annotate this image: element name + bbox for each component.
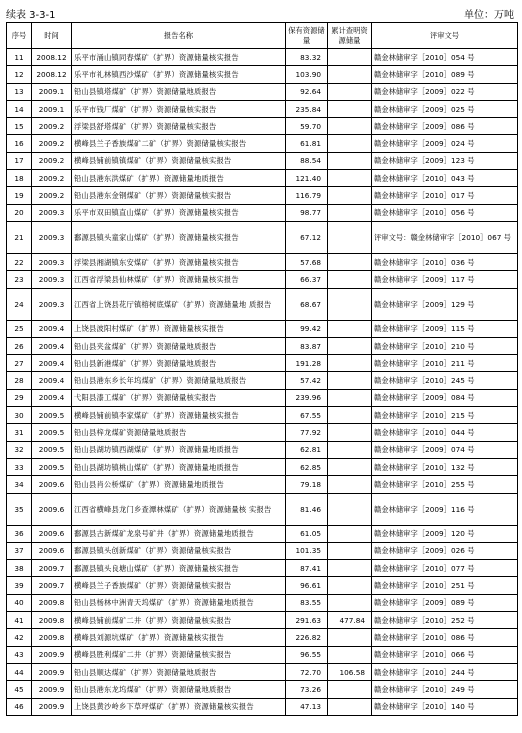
table-row (7, 372, 518, 389)
cell-report-name: 江西省浮梁县仙林煤矿（扩界）资源储量核实报告 (72, 271, 286, 288)
cell-reserves: 83.32 (286, 49, 328, 66)
cell-no: 33 (7, 458, 32, 475)
cell-doc-number: 赣金林储审字［2010］245 号 (372, 372, 518, 389)
cell-doc-number: 赣金林储审字［2010］252 号 (372, 612, 518, 629)
cell-no: 27 (7, 355, 32, 372)
cell-reserves: 61.05 (286, 525, 328, 542)
cell-accum (328, 560, 372, 577)
cell-time: 2009.2 (32, 170, 72, 187)
cell-accum (328, 493, 372, 525)
cell-reserves: 99.42 (286, 320, 328, 337)
table-row (7, 152, 518, 169)
cell-no: 40 (7, 594, 32, 611)
table-row (7, 577, 518, 594)
cell-time: 2009.4 (32, 389, 72, 406)
cell-reserves: 83.87 (286, 337, 328, 354)
cell-report-name: 铅山县湖坊镇桃山煤矿（扩界）资源储量地质报告 (72, 458, 286, 475)
cell-no: 41 (7, 612, 32, 629)
cell-time: 2009.8 (32, 612, 72, 629)
cell-doc-number: 赣金林储审字［2009］129 号 (372, 288, 518, 320)
table-row (7, 135, 518, 152)
table-row (7, 698, 518, 715)
cell-doc-number: 赣金林储审字［2009］022 号 (372, 83, 518, 100)
cell-no: 18 (7, 170, 32, 187)
cell-accum (328, 152, 372, 169)
cell-time: 2009.8 (32, 594, 72, 611)
cell-time: 2009.5 (32, 424, 72, 441)
cell-doc-number: 赣金林储审字［2010］036 号 (372, 253, 518, 270)
cell-doc-number: 赣金林储审字［2009］086 号 (372, 118, 518, 135)
cell-doc-number: 评审文号：赣金林储审字［2010］067 号 (372, 221, 518, 253)
cell-doc-number: 赣金林储审字［2010］017 号 (372, 187, 518, 204)
cell-no: 32 (7, 441, 32, 458)
cell-time: 2009.4 (32, 337, 72, 354)
cell-accum (328, 118, 372, 135)
cell-doc-number: 赣金林储审字［2009］084 号 (372, 389, 518, 406)
cell-reserves: 79.18 (286, 476, 328, 493)
cell-accum (328, 542, 372, 559)
cell-accum (328, 594, 372, 611)
cell-no: 38 (7, 560, 32, 577)
cell-accum (328, 441, 372, 458)
cell-time: 2009.5 (32, 407, 72, 424)
cell-report-name: 浮梁县湘湖镇东安煤矿（扩界）资源储量核实报告 (72, 253, 286, 270)
cell-no: 13 (7, 83, 32, 100)
cell-time: 2009.2 (32, 187, 72, 204)
cell-no: 42 (7, 629, 32, 646)
cell-report-name: 上饶县黄沙岭乡下草坪煤矿（扩界）资源储量核实报告 (72, 698, 286, 715)
cell-doc-number: 赣金林储审字［2009］123 号 (372, 152, 518, 169)
cell-accum (328, 372, 372, 389)
cell-doc-number: 赣金林储审字［2010］132 号 (372, 458, 518, 475)
cell-doc-number: 赣金林储审字［2009］115 号 (372, 320, 518, 337)
cell-doc-number: 赣金林储审字［2009］025 号 (372, 100, 518, 117)
cell-accum (328, 407, 372, 424)
table-row (7, 337, 518, 354)
cell-time: 2009.3 (32, 204, 72, 221)
cell-time: 2009.6 (32, 493, 72, 525)
cell-time: 2009.6 (32, 476, 72, 493)
cell-doc-number: 赣金林储审字［2009］026 号 (372, 542, 518, 559)
cell-doc-number: 赣金林储审字［2010］077 号 (372, 560, 518, 577)
cell-report-name: 乐平市礼林镇西沙煤矿（扩界）资源储量核实报告 (72, 66, 286, 83)
cell-time: 2009.2 (32, 152, 72, 169)
cell-report-name: 鄱源县镇头创新煤矿（扩界）资源储量核实报告 (72, 542, 286, 559)
cell-reserves: 61.81 (286, 135, 328, 152)
cell-reserves: 59.70 (286, 118, 328, 135)
table-body (7, 49, 518, 716)
table-row (7, 458, 518, 475)
cell-report-name: 鄱源县古新煤矿龙泉号矿井（扩界）资源储量地质报告 (72, 525, 286, 542)
cell-report-name: 铅山县新港煤矿（扩界）资源储量地质报告 (72, 355, 286, 372)
cell-reserves: 72.70 (286, 663, 328, 680)
table-row (7, 253, 518, 270)
cell-time: 2008.12 (32, 66, 72, 83)
cell-accum (328, 320, 372, 337)
table-row (7, 663, 518, 680)
table-row (7, 441, 518, 458)
cell-accum (328, 389, 372, 406)
cell-accum: 477.84 (328, 612, 372, 629)
cell-report-name: 横峰县铺前镇镇煤矿（扩界）资源储量核实报告 (72, 152, 286, 169)
cell-reserves: 291.63 (286, 612, 328, 629)
cell-report-name: 乐平市涌山镇同春煤矿（扩界）资源储量核实报告 (72, 49, 286, 66)
cell-reserves: 62.85 (286, 458, 328, 475)
table-row (7, 49, 518, 66)
cell-doc-number: 赣金林储审字［2009］089 号 (372, 594, 518, 611)
table-row (7, 560, 518, 577)
cell-reserves: 73.26 (286, 681, 328, 698)
cell-time: 2009.4 (32, 320, 72, 337)
cell-reserves: 88.54 (286, 152, 328, 169)
cell-time: 2009.7 (32, 577, 72, 594)
cell-doc-number: 赣金林储审字［2010］066 号 (372, 646, 518, 663)
cell-no: 22 (7, 253, 32, 270)
cell-time: 2009.6 (32, 525, 72, 542)
cell-no: 26 (7, 337, 32, 354)
cell-doc-number: 赣金林储审字［2010］244 号 (372, 663, 518, 680)
cell-doc-number: 赣金林储审字［2010］054 号 (372, 49, 518, 66)
cell-time: 2009.5 (32, 458, 72, 475)
cell-time: 2009.7 (32, 560, 72, 577)
cell-report-name: 铅山县湖坊镇西湖煤矿（扩界）资源储量地质报告 (72, 441, 286, 458)
cell-no: 11 (7, 49, 32, 66)
cell-doc-number: 赣金林储审字［2010］043 号 (372, 170, 518, 187)
cell-no: 16 (7, 135, 32, 152)
cell-reserves: 57.68 (286, 253, 328, 270)
cell-accum (328, 253, 372, 270)
table-row (7, 118, 518, 135)
cell-time: 2009.3 (32, 253, 72, 270)
cell-time: 2009.9 (32, 698, 72, 715)
cell-accum (328, 135, 372, 152)
cell-no: 21 (7, 221, 32, 253)
cell-report-name: 浮梁县舒塔煤矿（扩界）资源储量核实报告 (72, 118, 286, 135)
cell-no: 25 (7, 320, 32, 337)
cell-no: 30 (7, 407, 32, 424)
cell-reserves: 226.82 (286, 629, 328, 646)
cell-reserves: 121.40 (286, 170, 328, 187)
cell-reserves: 92.64 (286, 83, 328, 100)
cell-reserves: 67.12 (286, 221, 328, 253)
cell-no: 39 (7, 577, 32, 594)
table-row (7, 681, 518, 698)
table-row (7, 389, 518, 406)
cell-doc-number: 赣金林储审字［2010］140 号 (372, 698, 518, 715)
table-row (7, 424, 518, 441)
table-row (7, 83, 518, 100)
cell-reserves: 239.96 (286, 389, 328, 406)
cell-no: 43 (7, 646, 32, 663)
cell-no: 15 (7, 118, 32, 135)
table-row (7, 493, 518, 525)
cell-doc-number: 赣金林储审字［2010］210 号 (372, 337, 518, 354)
cell-reserves: 103.90 (286, 66, 328, 83)
header-time: 时间 (32, 23, 72, 49)
table-row (7, 407, 518, 424)
cell-time: 2009.3 (32, 288, 72, 320)
cell-time: 2009.3 (32, 221, 72, 253)
cell-no: 36 (7, 525, 32, 542)
cell-reserves: 77.92 (286, 424, 328, 441)
cell-report-name: 横峰县铺前煤矿二井（扩界）资源储量核实报告 (72, 612, 286, 629)
cell-time: 2009.9 (32, 646, 72, 663)
cell-reserves: 83.55 (286, 594, 328, 611)
cell-reserves: 62.81 (286, 441, 328, 458)
table-row (7, 170, 518, 187)
cell-accum (328, 271, 372, 288)
cell-no: 17 (7, 152, 32, 169)
cell-no: 24 (7, 288, 32, 320)
cell-report-name: 弋阳县漆工煤矿（扩界）资源储量核实报告 (72, 389, 286, 406)
cell-report-name: 鄱源县镇头良塘山煤矿（扩界）资源储量核实报告 (72, 560, 286, 577)
cell-report-name: 铅山县夹盆煤矿（扩界）资源储量地质报告 (72, 337, 286, 354)
cell-time: 2009.3 (32, 271, 72, 288)
cell-reserves: 68.67 (286, 288, 328, 320)
cell-report-name: 铅山县顺达煤矿（扩界）资源储量地质报告 (72, 663, 286, 680)
cell-time: 2009.1 (32, 83, 72, 100)
cell-report-name: 乐平市钱厂煤矿（扩界）资源储量核实报告 (72, 100, 286, 117)
header-reserves: 保有资源储量 (286, 23, 328, 49)
cell-no: 29 (7, 389, 32, 406)
cell-time: 2009.5 (32, 441, 72, 458)
cell-accum (328, 646, 372, 663)
cell-accum (328, 355, 372, 372)
cell-reserves: 96.61 (286, 577, 328, 594)
cell-report-name: 乐平市双田镇直山煤矿（扩界）资源储量核实报告 (72, 204, 286, 221)
table-header-row (7, 23, 518, 49)
cell-accum (328, 577, 372, 594)
cell-reserves: 47.13 (286, 698, 328, 715)
table-row (7, 476, 518, 493)
cell-report-name: 铅山县港东龙坞煤矿（扩界）资源储量地质报告 (72, 681, 286, 698)
cell-accum (328, 66, 372, 83)
table-row (7, 271, 518, 288)
cell-doc-number: 赣金林储审字［2009］117 号 (372, 271, 518, 288)
cell-no: 44 (7, 663, 32, 680)
cell-no: 35 (7, 493, 32, 525)
cell-time: 2008.12 (32, 49, 72, 66)
table-row (7, 320, 518, 337)
table-row (7, 525, 518, 542)
cell-no: 28 (7, 372, 32, 389)
cell-reserves: 81.46 (286, 493, 328, 525)
unit-label: 单位：万吨 (464, 10, 514, 21)
header-no: 序号 (7, 23, 32, 49)
cell-accum (328, 288, 372, 320)
cell-no: 12 (7, 66, 32, 83)
cell-doc-number: 赣金林储审字［2010］215 号 (372, 407, 518, 424)
cell-accum: 106.58 (328, 663, 372, 680)
cell-doc-number: 赣金林储审字［2010］249 号 (372, 681, 518, 698)
cell-report-name: 铅山县镇塔煤矿（扩界）资源储量地质报告 (72, 83, 286, 100)
cell-reserves: 116.79 (286, 187, 328, 204)
table-row (7, 221, 518, 253)
cell-accum (328, 458, 372, 475)
cell-doc-number: 赣金林储审字［2009］024 号 (372, 135, 518, 152)
cell-accum (328, 221, 372, 253)
cell-accum (328, 629, 372, 646)
cell-time: 2009.4 (32, 355, 72, 372)
cell-accum (328, 476, 372, 493)
cell-report-name: 横峰县胜利煤矿二井（扩界）资源储量核实报告 (72, 646, 286, 663)
cell-no: 14 (7, 100, 32, 117)
cell-accum (328, 100, 372, 117)
table-row (7, 629, 518, 646)
cell-reserves: 96.55 (286, 646, 328, 663)
cell-no: 19 (7, 187, 32, 204)
cell-accum (328, 170, 372, 187)
cell-no: 45 (7, 681, 32, 698)
cell-reserves: 87.41 (286, 560, 328, 577)
cell-accum (328, 525, 372, 542)
cell-reserves: 101.35 (286, 542, 328, 559)
cell-no: 37 (7, 542, 32, 559)
header-accum: 累计查明资源储量 (328, 23, 372, 49)
cell-accum (328, 83, 372, 100)
cell-doc-number: 赣金林储审字［2010］255 号 (372, 476, 518, 493)
cell-report-name: 横峰县兰子香族煤矿二矿（扩界）资源储量核实报告 (72, 135, 286, 152)
cell-accum (328, 204, 372, 221)
cell-time: 2009.9 (32, 681, 72, 698)
cell-doc-number: 赣金林储审字［2009］074 号 (372, 441, 518, 458)
table-row (7, 355, 518, 372)
cell-report-name: 铅山县肖公桥煤矿（扩界）资源储量地质报告 (72, 476, 286, 493)
cell-accum (328, 187, 372, 204)
cell-accum (328, 424, 372, 441)
cell-time: 2009.1 (32, 100, 72, 117)
cell-report-name: 横峰县刘源坑煤矿（扩界）资源储量核实报告 (72, 629, 286, 646)
cell-time: 2009.2 (32, 135, 72, 152)
table-row (7, 646, 518, 663)
cell-no: 46 (7, 698, 32, 715)
table-caption: 续表 3-3-1 (6, 10, 56, 21)
cell-accum (328, 698, 372, 715)
cell-doc-number: 赣金林储审字［2009］116 号 (372, 493, 518, 525)
cell-report-name: 铅山县港东金钢煤矿（扩界）资源储量核实报告 (72, 187, 286, 204)
table-row (7, 204, 518, 221)
cell-reserves: 66.37 (286, 271, 328, 288)
header-name: 报告名称 (72, 23, 286, 49)
cell-report-name: 铅山县杨林中洲青天坞煤矿（扩界）资源储量地质报告 (72, 594, 286, 611)
cell-report-name: 鄱源县镇头童家山煤矿（扩界）资源储量核实报告 (72, 221, 286, 253)
cell-accum (328, 337, 372, 354)
cell-report-name: 铅山县港东乡长年坞煤矿（扩界）资源储量地质报告 (72, 372, 286, 389)
cell-time: 2009.4 (32, 372, 72, 389)
table-row (7, 187, 518, 204)
cell-report-name: 江西省上饶县花厅镇榕树底煤矿（扩界）资源储量地 质报告 (72, 288, 286, 320)
cell-doc-number: 赣金林储审字［2010］089 号 (372, 66, 518, 83)
cell-no: 23 (7, 271, 32, 288)
table-row (7, 542, 518, 559)
cell-time: 2009.9 (32, 663, 72, 680)
cell-reserves: 98.77 (286, 204, 328, 221)
header-doc: 评审文号 (372, 23, 518, 49)
cell-time: 2009.8 (32, 629, 72, 646)
cell-accum (328, 49, 372, 66)
cell-report-name: 铅山县港东洪煤矿（扩界）资源储量地质报告 (72, 170, 286, 187)
cell-no: 31 (7, 424, 32, 441)
table-row (7, 594, 518, 611)
cell-report-name: 上饶县波阳村煤矿（扩界）资源储量核实报告 (72, 320, 286, 337)
cell-doc-number: 赣金林储审字［2010］211 号 (372, 355, 518, 372)
table-row (7, 66, 518, 83)
cell-reserves: 235.84 (286, 100, 328, 117)
cell-doc-number: 赣金林储审字［2009］120 号 (372, 525, 518, 542)
cell-doc-number: 赣金林储审字［2010］086 号 (372, 629, 518, 646)
table-row (7, 612, 518, 629)
cell-time: 2009.6 (32, 542, 72, 559)
cell-report-name: 横峰县兰子香族煤矿（扩界）资源储量核实报告 (72, 577, 286, 594)
cell-time: 2009.2 (32, 118, 72, 135)
cell-accum (328, 681, 372, 698)
table-row (7, 100, 518, 117)
cell-report-name: 横峰县铺前镇李家煤矿（扩界）资源储量核实报告 (72, 407, 286, 424)
table-row (7, 288, 518, 320)
cell-doc-number: 赣金林储审字［2010］044 号 (372, 424, 518, 441)
cell-reserves: 67.55 (286, 407, 328, 424)
cell-report-name: 铅山县梓龙煤矿资源储量地质报告 (72, 424, 286, 441)
reserves-table (6, 22, 518, 716)
cell-no: 20 (7, 204, 32, 221)
cell-reserves: 191.28 (286, 355, 328, 372)
cell-doc-number: 赣金林储审字［2010］056 号 (372, 204, 518, 221)
cell-no: 34 (7, 476, 32, 493)
cell-report-name: 江西省横峰县龙门乡查潭林煤矿（扩界）资源储量核 实报告 (72, 493, 286, 525)
cell-reserves: 57.42 (286, 372, 328, 389)
cell-doc-number: 赣金林储审字［2010］251 号 (372, 577, 518, 594)
